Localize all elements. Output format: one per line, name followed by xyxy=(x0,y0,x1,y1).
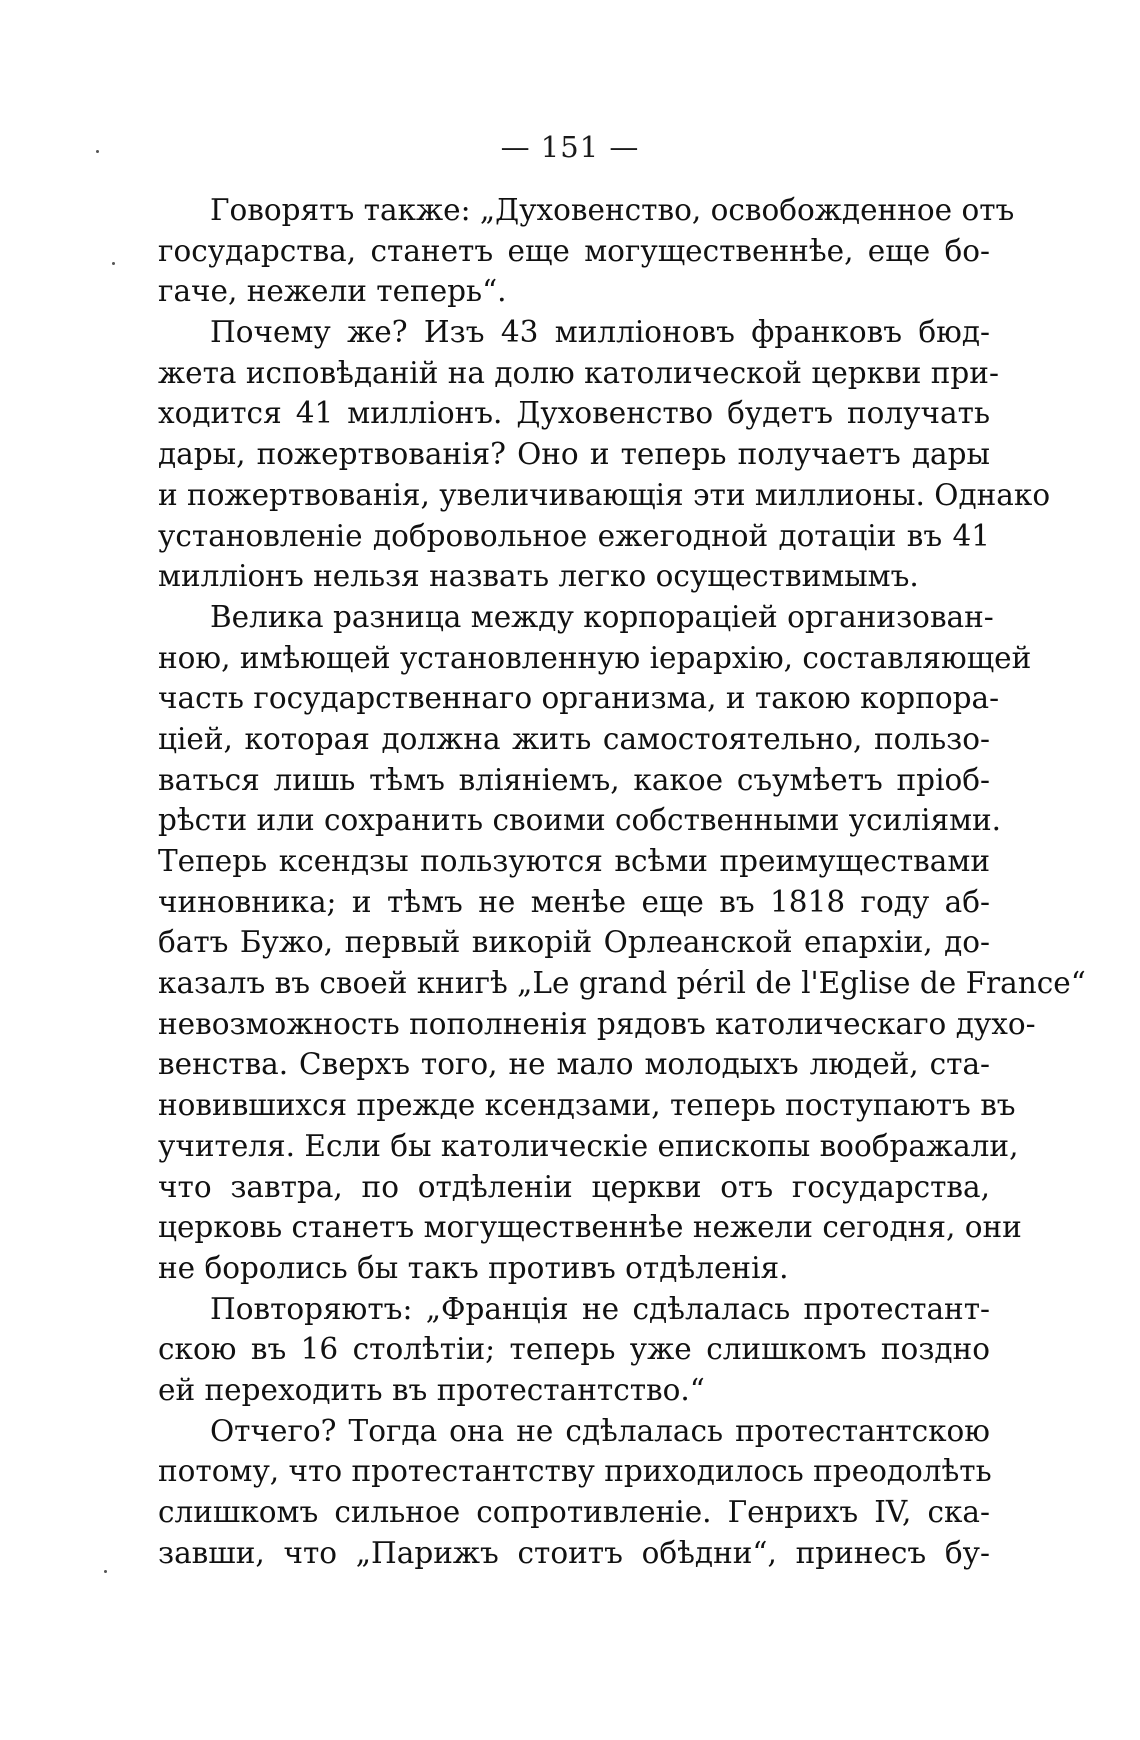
text-line: завши, что „Парижъ стоитъ обѣдни“, принесъ бу- xyxy=(158,1535,990,1570)
text-line: ходится 41 милліонъ. Духовенство будетъ получать xyxy=(158,396,990,431)
text-line: церковь станетъ могущественнѣе нежели сегодня, они xyxy=(158,1210,1022,1245)
text-line: казалъ въ своей книгѣ „Le grand péril de l'Eglise de France“ xyxy=(158,966,1086,1001)
text-line: часть государственнаго организма, и такою корпора- xyxy=(158,681,1000,716)
text-line: не боролись бы такъ противъ отдѣленія. xyxy=(158,1250,789,1285)
scan-speck xyxy=(112,262,115,265)
text-line: Говорятъ также: „Духовенство, освобожденное отъ xyxy=(210,193,1015,227)
text-line: Отчего? Тогда она не сдѣлалась протестантскою xyxy=(210,1413,990,1448)
text-line: дары, пожертвованія? Оно и теперь получаетъ дары xyxy=(158,437,990,472)
text-line: ваться лишь тѣмъ вліяніемъ, какое съумѣетъ пріоб- xyxy=(158,762,990,797)
text-line: слишкомъ сильное сопротивленіе. Генрихъ IV, ска- xyxy=(158,1495,990,1529)
page-number: — 151 — xyxy=(500,130,640,164)
text-line: Почему же? Изъ 43 милліоновъ франковъ бюд- xyxy=(210,315,990,350)
text-line: Теперь ксендзы пользуются всѣми преимуществами xyxy=(158,844,990,878)
text-line: невозможность пополненія рядовъ католическаго духо- xyxy=(158,1006,1036,1041)
text-line: что завтра, по отдѣленіи церкви отъ государства, xyxy=(158,1169,990,1204)
text-line: новившихся прежде ксендзами, теперь поступаютъ въ xyxy=(158,1088,1016,1123)
text-line: государства, станетъ еще могущественнѣе, еще бо- xyxy=(158,233,990,268)
scan-speck xyxy=(96,150,99,153)
text-line: Велика разница между корпораціей организован- xyxy=(210,599,994,634)
text-line: рѣсти или сохранить своими собственными усиліями. xyxy=(158,803,1002,838)
text-line: венства. Сверхъ того, не мало молодыхъ людей, ста- xyxy=(158,1047,990,1082)
body-text xyxy=(158,190,1086,1573)
text-line: ей переходить въ протестантство.“ xyxy=(158,1372,705,1407)
text-line: установленіе добровольное ежегодной дотаціи въ 41 xyxy=(158,518,990,553)
text-line: потому, что протестантству приходилось преодолѣть xyxy=(158,1454,992,1489)
text-line: учителя. Если бы католическіе епископы воображали, xyxy=(158,1128,1019,1163)
text-line: милліонъ нельзя назвать легко осуществимымъ. xyxy=(158,559,919,594)
scan-speck xyxy=(104,1570,107,1573)
text-line: батъ Бужо, первый викорій Орлеанской епархіи, до- xyxy=(158,925,990,960)
text-line: жета исповѣданій на долю католической церкви при- xyxy=(158,355,999,390)
text-line: ціей, которая должна жить самостоятельно, пользо- xyxy=(158,721,990,756)
text-line: скою въ 16 столѣтіи; теперь уже слишкомъ поздно xyxy=(158,1332,990,1367)
text-line: Повторяютъ: „Франція не сдѣлалась протестант- xyxy=(210,1291,990,1326)
text-line: и пожертвованія, увеличивающія эти миллионы. Однако xyxy=(158,477,1051,512)
text-line: ною, имѣющей установленную іерархію, составляющей xyxy=(158,640,1032,675)
text-line: чиновника; и тѣмъ не менѣе еще въ 1818 году аб- xyxy=(158,884,990,919)
text-line: гаче, нежели теперь“. xyxy=(158,274,507,309)
